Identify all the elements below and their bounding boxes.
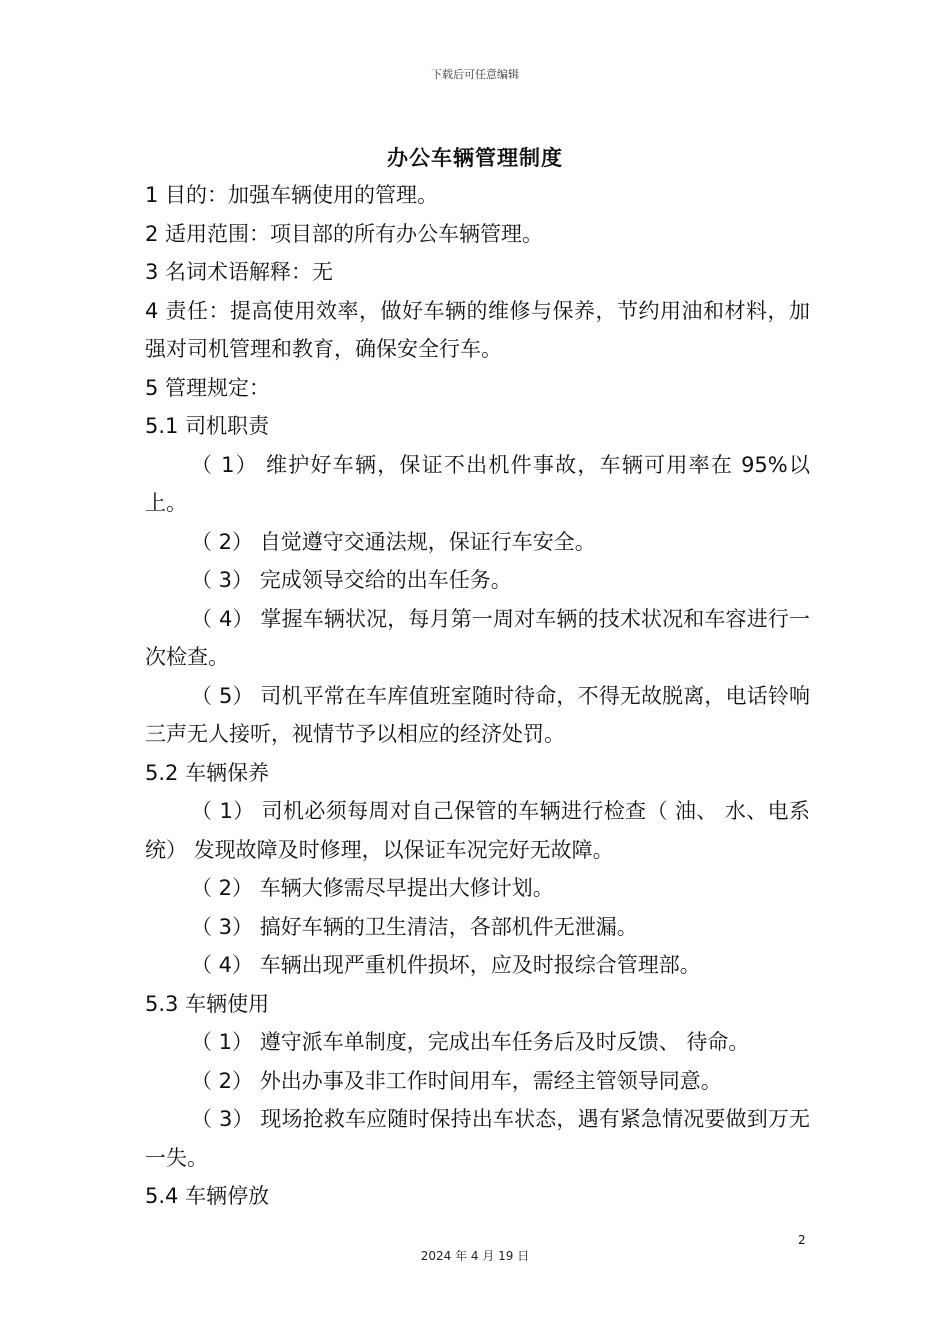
list-item: （ 2） 外出办事及非工作时间用车，需经主管领导同意。 <box>191 1068 722 1093</box>
section-heading-driver-duties: 5.1 司机职责 <box>145 414 270 438</box>
paragraph-purpose: 1 目的：加强车辆使用的管理。 <box>145 183 439 207</box>
section-heading-vehicle-use: 5.3 车辆使用 <box>145 991 270 1016</box>
document-body <box>145 176 810 1216</box>
page-header: 下载后可任意编辑 <box>431 68 519 81</box>
document-title: 办公车辆管理制度 <box>387 146 563 170</box>
list-item: （ 3） 搞好车辆的卫生清洁，各部机件无泄漏。 <box>191 914 638 939</box>
paragraph-scope: 2 适用范围：项目部的所有办公车辆管理。 <box>145 221 544 246</box>
footer-date: 2024 年 4 月 19 日 <box>420 1249 530 1263</box>
list-item: （ 1） 维护好车辆，保证不出机件事故，车辆可用率在 95%以上。 <box>145 452 810 515</box>
paragraph-responsibility: 4 责任：提高使用效率，做好车辆的维修与保养，节约用油和材料，加强对司机管理和教育，确保安全行车。 <box>145 298 810 361</box>
list-item: （ 4） 车辆出现严重机件损坏，应及时报综合管理部。 <box>191 953 701 977</box>
list-item: （ 4） 掌握车辆状况，每月第一周对车辆的技术状况和车容进行一次检查。 <box>145 606 810 669</box>
paragraph-terms: 3 名词术语解释：无 <box>145 260 334 284</box>
list-item: （ 2） 车辆大修需尽早提出大修计划。 <box>191 876 554 900</box>
list-item: （ 2） 自觉遵守交通法规，保证行车安全。 <box>191 529 596 554</box>
section-heading-vehicle-parking: 5.4 车辆停放 <box>145 1184 270 1208</box>
section-heading-vehicle-maintenance: 5.2 车辆保养 <box>145 760 270 785</box>
list-item: （ 5） 司机平常在车库值班室随时待命，不得无故脱离，电话铃响三声无人接听，视情节予以相应的经济处罚。 <box>145 683 810 746</box>
list-item: （ 3） 完成领导交给的出车任务。 <box>191 568 512 592</box>
paragraph-regulations: 5 管理规定： <box>145 375 271 400</box>
list-item: （ 3） 现场抢救车应随时保持出车状态，遇有紧急情况要做到万无一失。 <box>145 1107 810 1170</box>
list-item: （ 1） 司机必须每周对自己保管的车辆进行检查（ 油、 水、电系统） 发现故障及时修理，以保证车况完好无故障。 <box>145 799 810 862</box>
page-number: 2 <box>798 1233 806 1247</box>
list-item: （ 1） 遵守派车单制度，完成出车任务后及时反馈、 待命。 <box>191 1030 750 1054</box>
